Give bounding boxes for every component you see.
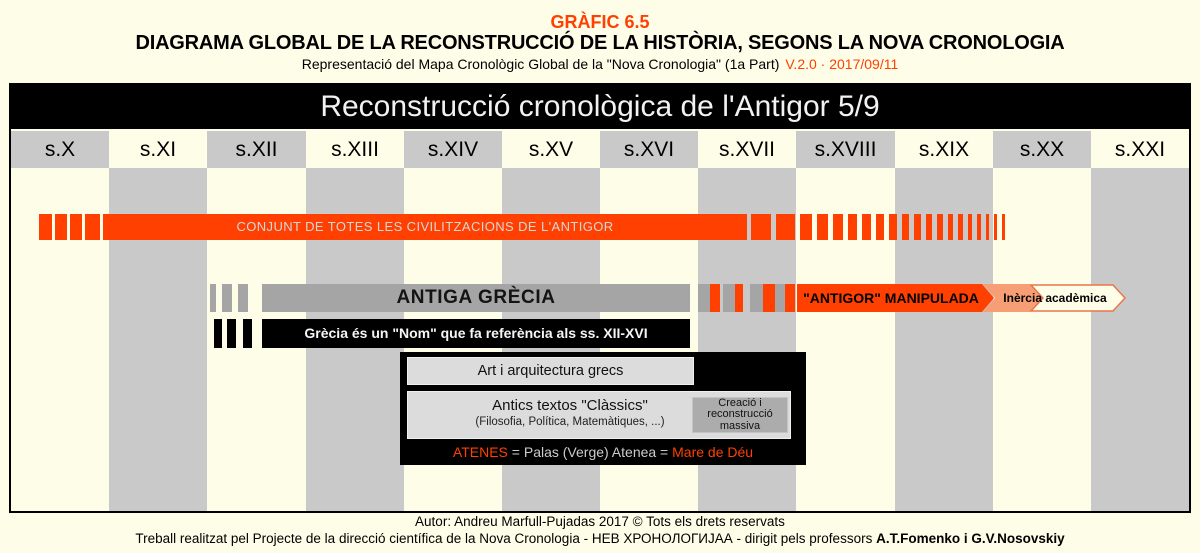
bar-conjunt-label: CONJUNT DE TOTES LES CIVILITZACIONS DE L'ANTIGOR [236,219,614,234]
transition-dash [763,284,775,312]
page-subtitle [0,56,1200,72]
bar-grecia-nom-label: Grècia és un "Nom" que fa referència als ss. XII-XVI [304,325,648,341]
century-label-s-XX: s.XX [993,131,1091,168]
century-label-s-XV: s.XV [528,138,574,161]
bar-art-label: Art i arquitectura grecs [477,363,624,379]
conjunt-trail-dash [889,214,897,240]
section-banner-title: Reconstrucció cronològica de l'Antigor 5/9 [320,90,880,123]
century-label-s-XIII: s.XIII [331,138,379,161]
conjunt-trail-dash [1002,214,1005,240]
creacio-reconstruccio-box [692,397,788,433]
transition-dash [698,284,710,312]
antics-textos-title: Antics textos "Clàssics" [492,397,648,414]
conjunt-lead-dash [85,214,100,240]
conjunt-trail-dash [926,214,932,240]
conjunt-trail-dash [862,214,871,240]
conjunt-trail-dash [800,214,812,240]
bar-conjunt-civilitzacions [103,214,747,240]
section-banner [11,85,1189,129]
conjunt-trail-dash [937,214,943,240]
transition-dash [735,284,743,312]
century-label-s-XXI: s.XXI [1114,138,1166,161]
conjunt-trail-dash [833,214,843,240]
conjunt-trail-dash [776,214,795,240]
century-label-s-XVIII: s.XVIII [796,131,895,168]
grecia-lead-dash [238,284,248,312]
century-label-s-XII: s.XII [207,131,306,168]
century-label-s-XI: s.XI [139,138,177,161]
bar-antiga-grecia [262,284,690,312]
page-title: DIAGRAMA GLOBAL DE LA RECONSTRUCCIÓ DE LA HISTÒRIA, SEGONS LA NOVA CRONOLOGIA [135,32,1065,54]
grecia-nom-lead-dash [214,319,222,348]
conjunt-trail-dash [948,214,953,240]
conjunt-trail-dash [994,214,997,240]
century-label-s-XIX: s.XIX [918,138,970,161]
transition-dash [775,284,785,312]
footer-credits-professors: A.T.Fomenko i G.V.Nosovskiy [876,531,1065,546]
transition-dash [750,284,763,312]
bar-antiga-grecia-label: ANTIGA GRÈCIA [396,287,556,308]
atenes-middle: = Palas (Verge) Atenea = [507,444,673,460]
creacio-reconstruccio-label: Creació i reconstrucció massiva [707,396,773,432]
grecia-nom-lead-dash [243,319,252,348]
transition-dash [785,284,795,312]
inercia-academica-label: Inèrcia acadèmica [1003,291,1107,305]
grecia-lead-dash [222,284,232,312]
conjunt-trail-dash [876,214,884,240]
conjunt-trail-dash [968,214,972,240]
antigor-manipulada-label: "ANTIGOR" MANIPULADA [803,290,979,306]
timeline-column-s-XX [993,168,1091,511]
conjunt-trail-dash [977,214,981,240]
footer-credits [0,531,1200,546]
conjunt-trail-dash [848,214,857,240]
atenes-right: Mare de Déu [672,444,754,460]
transition-dash [723,284,735,312]
subtitle-text: Representació del Mapa Cronològic Global de la "Nova Cronologia" (1a Part) [301,56,780,72]
timeline-column-s-XXI [1091,168,1189,511]
grecia-nom-lead-dash [227,319,236,348]
grecia-lead-dash [210,284,216,312]
version-date: V.2.0 · 2017/09/11 [785,56,899,72]
century-label-s-XIV: s.XIV [404,131,502,168]
bar-grecia-nom [262,319,690,348]
conjunt-lead-dash [39,214,52,240]
atenes-equivalence-line [400,444,806,460]
antics-textos-subtitle: (Filosofia, Política, Matemàtiques, ...) [475,416,665,428]
conjunt-lead-dash [55,214,67,240]
conjunt-trail-dash [817,214,828,240]
footer-author: Autor: Andreu Marfull-Pujadas 2017 © Tots els drets reservats [415,514,785,529]
century-label-s-X: s.X [11,131,109,168]
conjunt-trail-dash [986,214,989,240]
century-label-s-XVII: s.XVII [718,138,776,161]
conjunt-trail-dash [914,214,921,240]
transition-dash [710,284,720,312]
conjunt-trail-dash [902,214,909,240]
atenes-left: ATENES [452,444,508,460]
bar-art-arquitectura [407,357,694,385]
footer-credits-text: Treball realitzat pel Projecte de la direcció científica de la Nova Cronologia - НЕВ ХРОНОЛОГИЈАА - dirigit pels professors [135,531,877,546]
century-label-s-XVI: s.XVI [600,131,698,168]
conjunt-trail-dash [751,214,771,240]
graphic-number: GRÀFIC 6.5 [550,12,650,32]
conjunt-lead-dash [70,214,82,240]
conjunt-trail-dash [958,214,963,240]
